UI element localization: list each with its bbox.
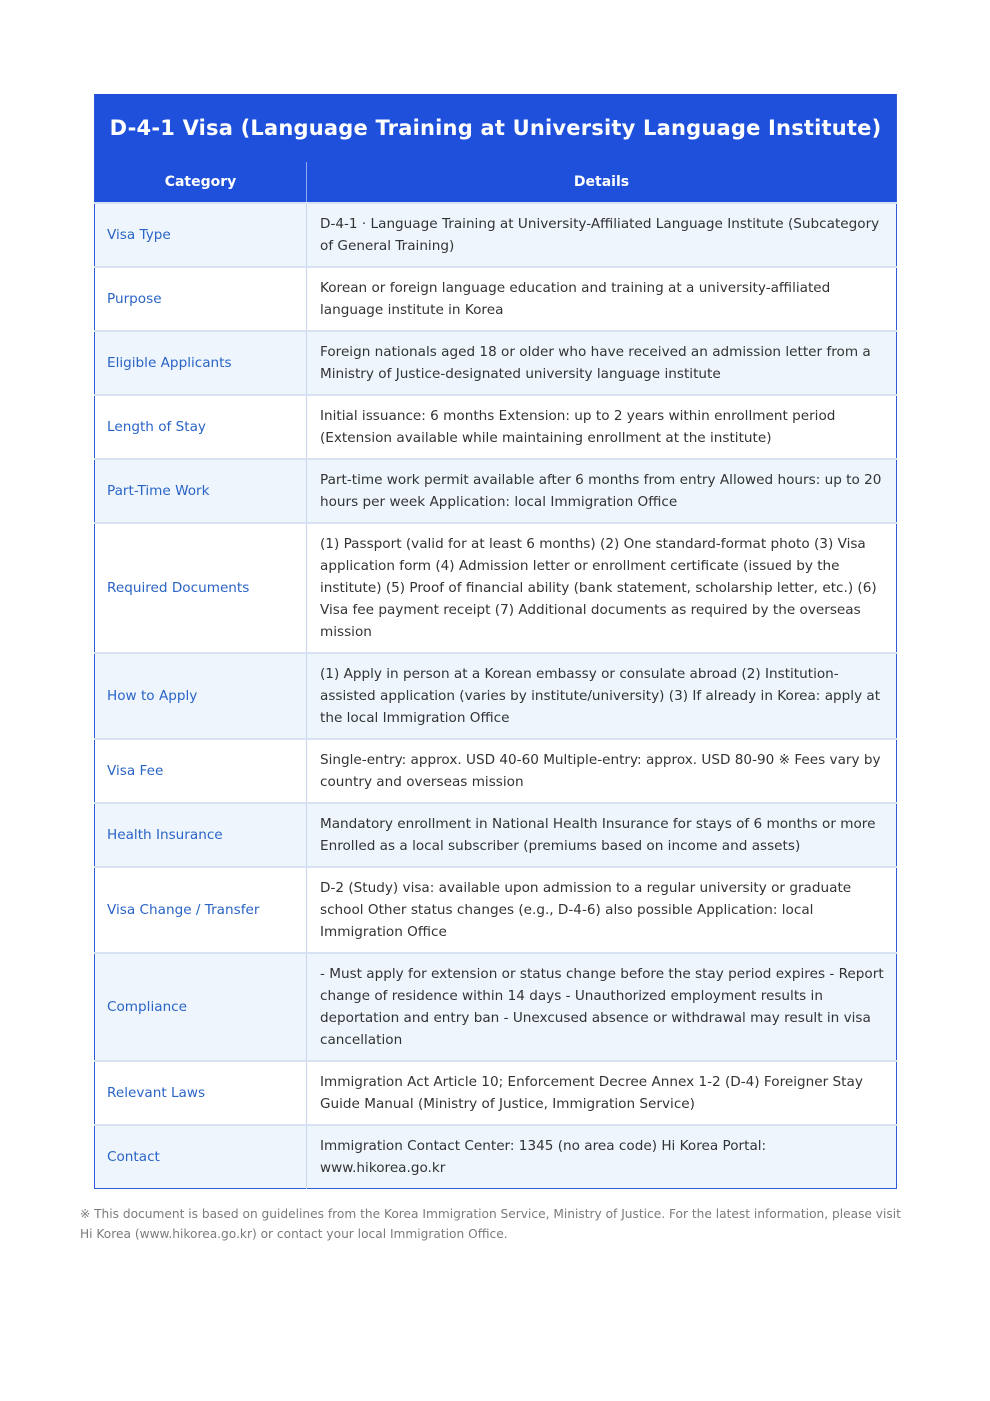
row-category: Part-Time Work bbox=[95, 459, 307, 523]
row-details: D-4-1 · Language Training at University-Affiliated Language Institute (Subcategory of General Training) bbox=[307, 203, 897, 267]
row-details: Immigration Act Article 10; Enforcement Decree Annex 1-2 (D-4) Foreigner Stay Guide Manual (Ministry of Justice, Immigration Service) bbox=[307, 1061, 897, 1125]
table-row bbox=[95, 203, 897, 267]
table-row bbox=[95, 267, 897, 331]
table-row bbox=[95, 953, 897, 1061]
row-category: Eligible Applicants bbox=[95, 331, 307, 395]
row-details: Initial issuance: 6 months Extension: up to 2 years within enrollment period (Extension available while maintaining enrollment at the institute) bbox=[307, 395, 897, 459]
table-row bbox=[95, 653, 897, 739]
row-category: Visa Change / Transfer bbox=[95, 867, 307, 953]
row-category: Required Documents bbox=[95, 523, 307, 653]
footnote: ※ This document is based on guidelines from the Korea Immigration Service, Ministry of Justice. For the latest information, please visit Hi Korea (www.hikorea.go.kr) or contact your local Immigration Office. bbox=[80, 1207, 901, 1241]
row-details: Single-entry: approx. USD 40-60 Multiple-entry: approx. USD 80-90 ※ Fees vary by country and overseas mission bbox=[307, 739, 897, 803]
row-category: Contact bbox=[95, 1125, 307, 1189]
table-row bbox=[95, 867, 897, 953]
row-category: Compliance bbox=[95, 953, 307, 1061]
row-category: Purpose bbox=[95, 267, 307, 331]
column-header-category: Category bbox=[95, 162, 307, 203]
table-title: D-4-1 Visa (Language Training at University Language Institute) bbox=[95, 94, 897, 162]
row-category: Relevant Laws bbox=[95, 1061, 307, 1125]
column-header-details: Details bbox=[307, 162, 897, 203]
table-row bbox=[95, 1061, 897, 1125]
table-row bbox=[95, 803, 897, 867]
table-row bbox=[95, 331, 897, 395]
row-details: D-2 (Study) visa: available upon admission to a regular university or graduate school Other status changes (e.g., D-4-6) also possible Application: local Immigration Office bbox=[307, 867, 897, 953]
row-category: Health Insurance bbox=[95, 803, 307, 867]
row-details: Mandatory enrollment in National Health Insurance for stays of 6 months or more Enrolled as a local subscriber (premiums based on income and assets) bbox=[307, 803, 897, 867]
table-row bbox=[95, 459, 897, 523]
row-details: Korean or foreign language education and training at a university-affiliated language institute in Korea bbox=[307, 267, 897, 331]
table-row bbox=[95, 1125, 897, 1189]
row-category: Length of Stay bbox=[95, 395, 307, 459]
table-row bbox=[95, 739, 897, 803]
row-category: How to Apply bbox=[95, 653, 307, 739]
row-details: Immigration Contact Center: 1345 (no area code) Hi Korea Portal: www.hikorea.go.kr bbox=[307, 1125, 897, 1189]
row-details: (1) Passport (valid for at least 6 months) (2) One standard-format photo (3) Visa application form (4) Admission letter or enrollment certificate (issued by the institute) (5) Proof of financial ability (bank statement, scholarship letter, etc.) (6) Visa fee payment receipt (7) Additional documents as required by the overseas mission bbox=[307, 523, 897, 653]
table-row bbox=[95, 395, 897, 459]
row-category: Visa Fee bbox=[95, 739, 307, 803]
row-details: - Must apply for extension or status change before the stay period expires - Report change of residence within 14 days - Unauthorized employment results in deportation and entry ban - Unexcused absence or withdrawal may result in visa cancellation bbox=[307, 953, 897, 1061]
table-row bbox=[95, 523, 897, 653]
row-details: Part-time work permit available after 6 months from entry Allowed hours: up to 20 hours per week Application: local Immigration Office bbox=[307, 459, 897, 523]
visa-info-table bbox=[94, 94, 897, 1189]
row-details: (1) Apply in person at a Korean embassy or consulate abroad (2) Institution-assisted application (varies by institute/university) (3) If already in Korea: apply at the local Immigration Office bbox=[307, 653, 897, 739]
row-category: Visa Type bbox=[95, 203, 307, 267]
row-details: Foreign nationals aged 18 or older who have received an admission letter from a Ministry of Justice-designated university language institute bbox=[307, 331, 897, 395]
